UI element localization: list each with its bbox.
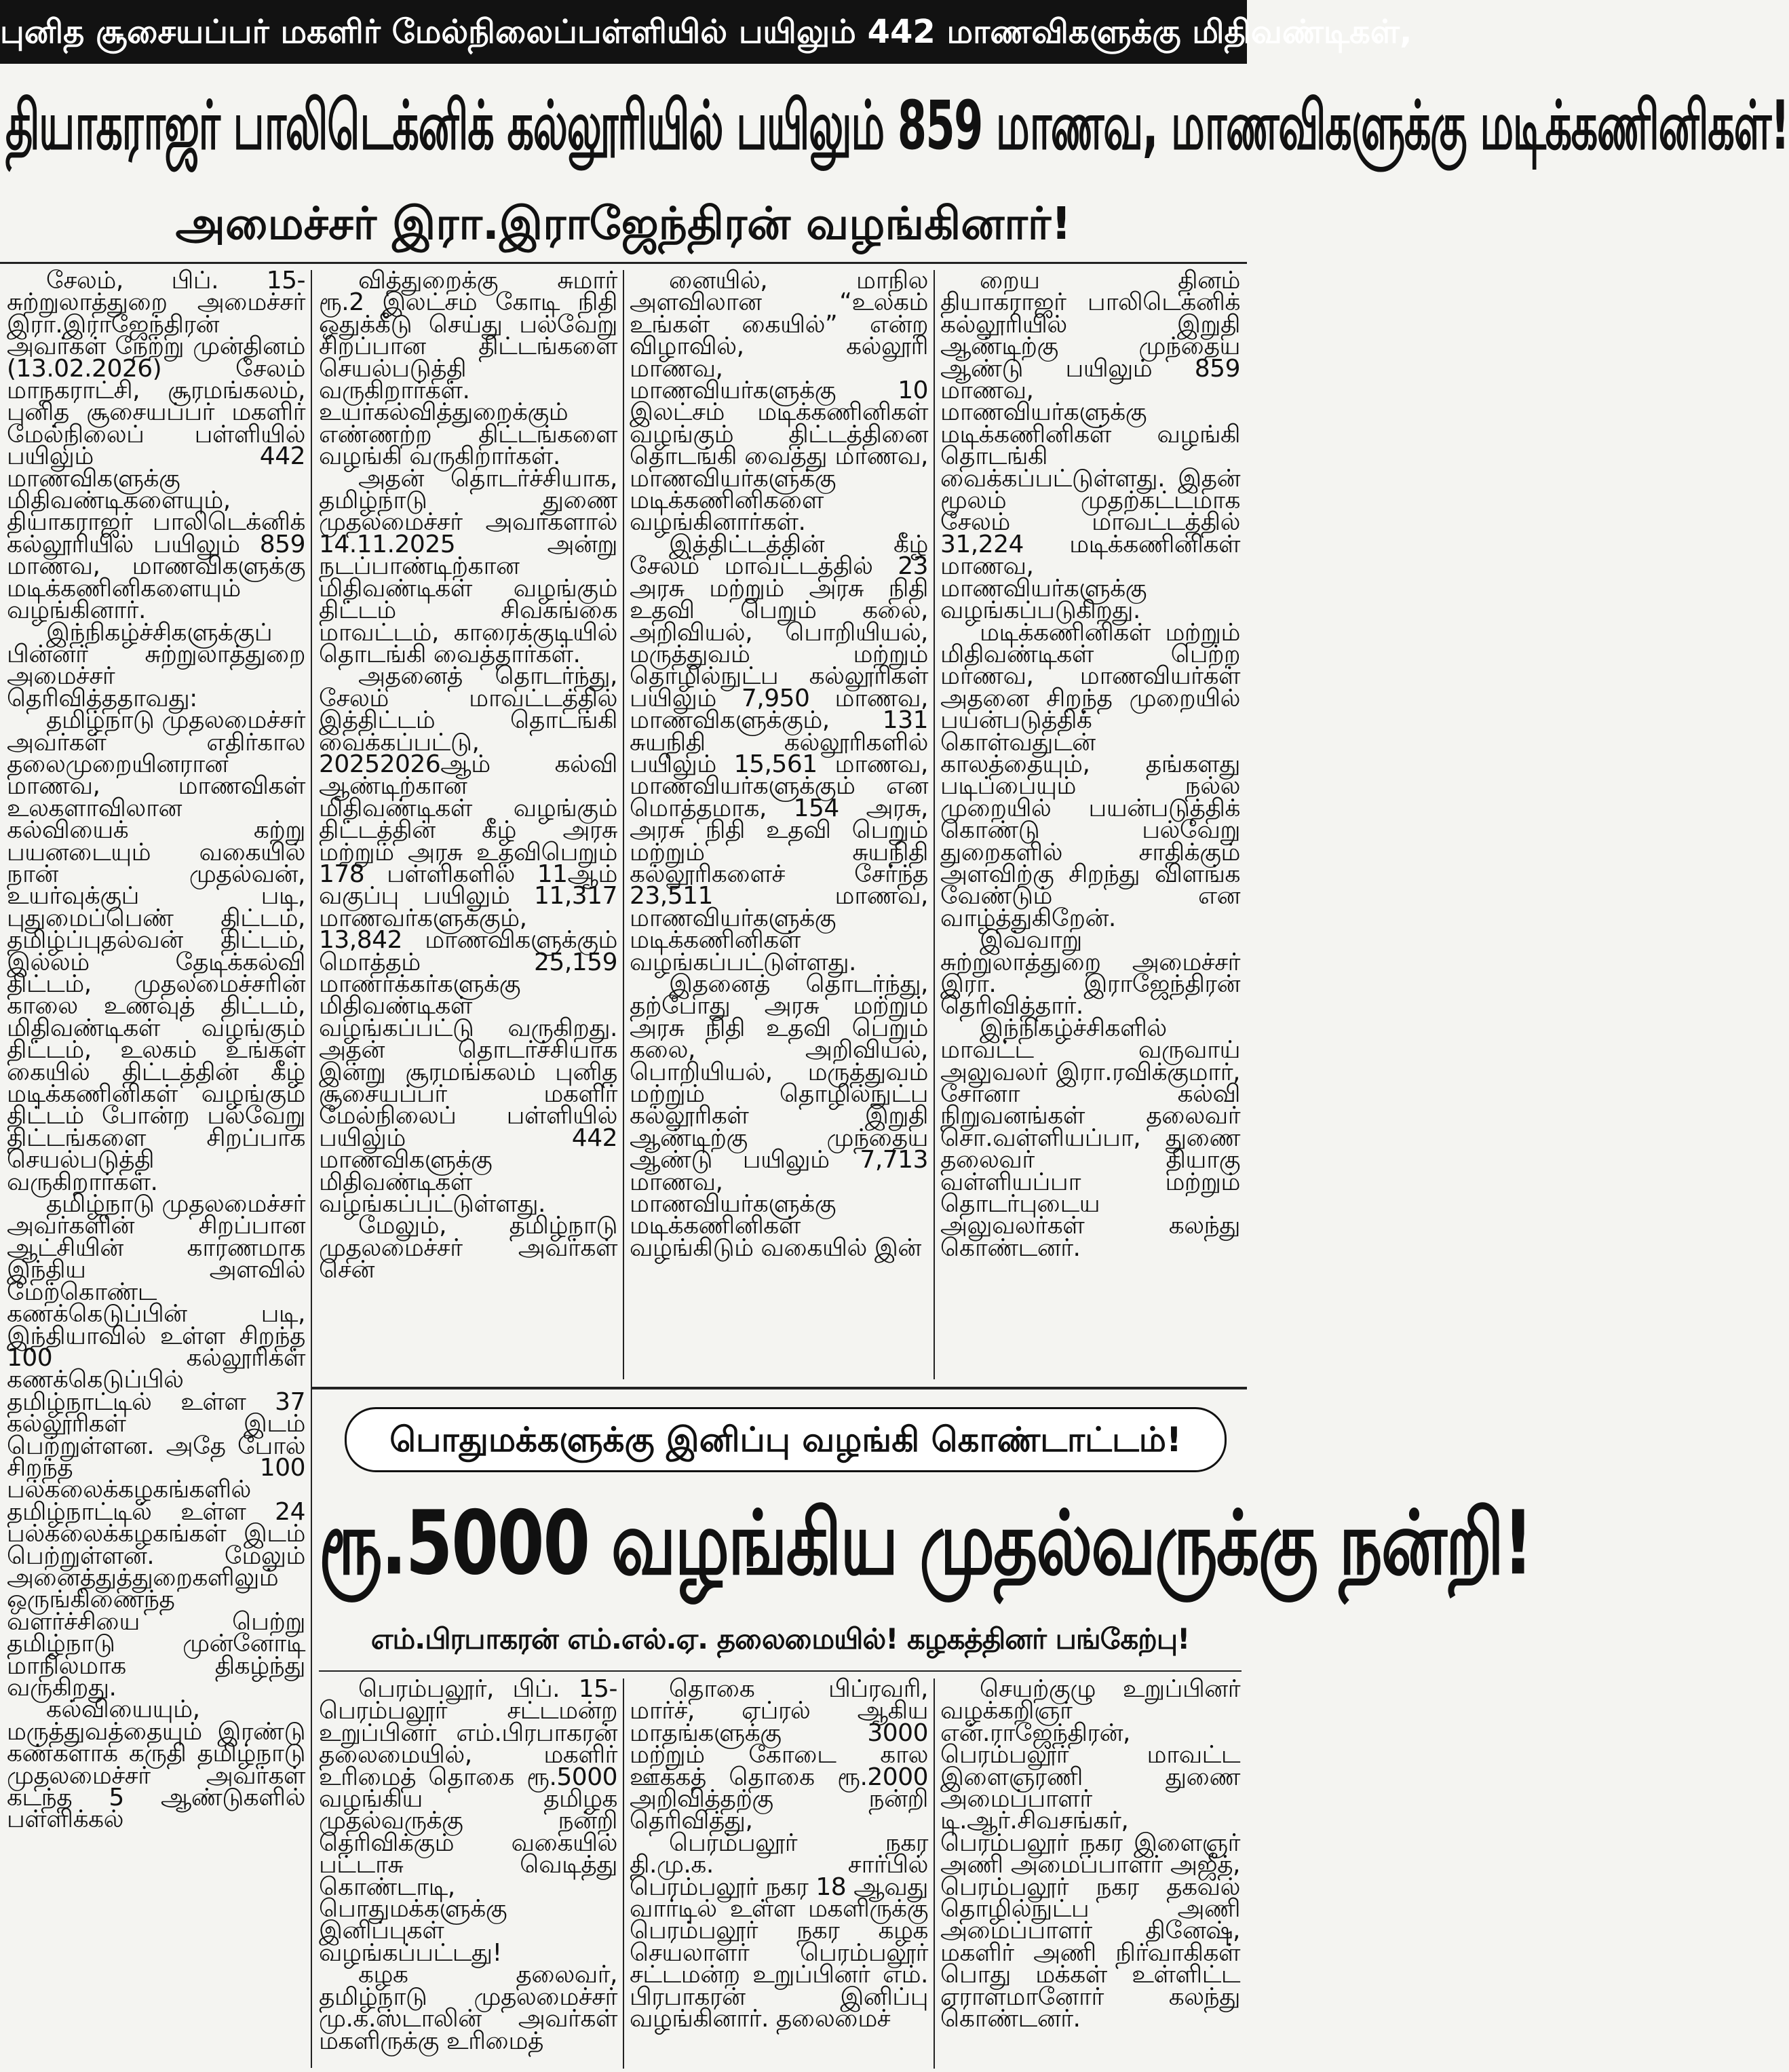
divider [319,1670,1242,1672]
divider [0,262,1247,264]
paragraph: தமிழ்நாடு முதலமைச்சர் அவர்கள் எதிர்கால தலைமுறையினரான மாணவ, மாணவிகள் உலகளாவிலான கல்வியைக் கற்று பயனடையும் வகையில் நான் முதல்வன், உயர்வுக்குப் படி, புதுமைப்பெண் திட்டம், தமிழ்ப்புதல்வன் திட்டம், இல்லம் தேடிக்கல்வி திட்டம், முதலமைச்சரின் காலை உணவுத் திட்டம், மிதிவண்டிகள் வழங்கும் திட்டம், உலகம் உங்கள் கையில் திட்டத்தின் கீழ் மடிக்கணினிகள் வழங்கும் திட்டம் போன்ற பல்வேறு திட்டங்களை சிறப்பாக செயல்படுத்தி வருகிறார்கள். [7,706,305,1196]
headline: தியாகராஜர் பாலிடெக்னிக் கல்லூரியில் பயிலும் 859 மாணவ, மாணவிகளுக்கு மடிக்கணினிகள்! [5,85,1789,165]
paragraph: அதன் தொடர்ச்சியாக, தமிழ்நாடு துணை முதலமைச்சர் அவர்களால் 14.11.2025 அன்று நடப்பாண்டிற்கான மிதிவண்டிகள் வழங்கும் திட்டம் சிவகங்கை மாவட்டம், காரைக்குடியில் தொடங்கி வைத்தார்கள். [319,464,617,668]
paragraph: செயற்குழு உறுப்பினர் வழக்கறிஞர் என்.ராஜேந்திரன், பெரம்பலூர் மாவட்ட இளைஞரணி துணை அமைப்பாளர் டி.ஆர்.சிவசங்கர், பெரம்பலூர் நகர இளைஞர் அணி அமைப்பாளர் அஜீத், பெரம்பலூர் நகர தகவல் தொழில்நுட்ப அணி அமைப்பாளர் தினேஷ், மகளிர் அணி நிர்வாகிகள் பொது மக்கள் உள்ளிட்ட ஏராளமானோர் கலந்து கொண்டனர். [940,1675,1240,2033]
article1-column-3 [630,267,928,1379]
paragraph: தொகை பிப்ரவரி, மார்ச், ஏப்ரல் ஆகிய மாதங்களுக்கு 3000 மற்றும் கோடை கால ஊக்கத் தொகை ரூ.2000 அறிவித்தற்கு நன்றி தெரிவித்து, [630,1675,928,1835]
paragraph: றைய தினம் தியாகராஜர் பாலிடெக்னிக் கல்லூரியில் இறுதி ஆண்டிற்கு முந்தைய ஆண்டு பயிலும் 859 மாணவ, மாணவியர்களுக்கு மடிக்கணினிகள் வழங்கி தொடங்கி வைக்கப்பட்டுள்ளது. இதன் மூலம் முதற்கட்டமாக சேலம் மாவட்டத்தில் 31,224 மடிக்கணினிகள் மாணவ, மாணவியர்களுக்கு வழங்கப்படுகிறது. [940,267,1240,625]
kicker-banner: பொதுமக்களுக்கு இனிப்பு வழங்கி கொண்டாட்டம்! [345,1407,1227,1472]
article1-column-2 [319,267,617,1379]
paragraph: இத்திட்டத்தின் கீழ் சேலம் மாவட்டத்தில் 23 அரசு மற்றும் அரசு நிதி உதவி பெறும் கலை, அறிவியல், பொறியியல், மருத்துவம் மற்றும் தொழில்நுட்ப கல்லூரிகள் பயிலும் 7,950 மாணவ, மாணவிகளுக்கும், 131 சுயநிதி கல்லூரிகளில் பயிலும் 15,561 மாணவ, மாணவியர்களுக்கும் என மொத்தமாக, 154 அரசு, அரசு நிதி உதவி பெறும் மற்றும் சுயநிதி கல்லூரிகளைச் சேர்ந்த 23,511 மாணவ, மாணவியர்களுக்கு மடிக்கணினிகள் வழங்கப்பட்டுள்ளது. [630,530,928,976]
article1-column-1 [7,267,305,2068]
paragraph: கல்வியையும், மருத்துவத்தையும் இரண்டு கண்களாக கருதி தமிழ்நாடு முதலமைச்சர் அவர்கள் கடந்த 5 ஆண்டுகளில் பள்ளிக்கல் [7,1695,305,1834]
article2-subheadline: எம்.பிரபாகரன் எம்.எல்.ஏ. தலைமையில்! கழகத்தினர் பங்கேற்பு! [370,1622,1190,1655]
column-rule [934,1678,935,2069]
column-rule [623,270,624,1379]
paragraph: மடிக்கணினிகள் மற்றும் மிதிவண்டிகள் பெற்ற மாணவ, மாணவியர்கள் அதனை சிறந்த முறையில் பயன்படுத்திக் கொள்வதுடன் காலத்தையும், தங்களது படிப்பையும் நல்ல முறையில் பயன்படுத்திக் கொண்டு பல்வேறு துறைகளில் சாதிக்கும் அளவிற்கு சிறந்து விளங்க வேண்டும் என வாழ்த்துகிறேன். [940,618,1240,932]
paragraph: பெரம்பலூர் நகர தி.மு.க. சார்பில் பெரம்பலூர் நகர 18 ஆவது வார்டில் உள்ள மகளிருக்கு பெரம்பலூர் நகர கழக செயலாளர் பெரம்பலூர் சட்டமன்ற உறுப்பினர் எம். பிரபாகரன் இனிப்பு வழங்கினார். தலைமைச் [630,1828,928,2033]
paragraph: இந்நிகழ்ச்சிகளுக்குப் பின்னர் சுற்றுலாத்துறை அமைச்சர் தெரிவித்ததாவது: [7,618,305,712]
paragraph: தமிழ்நாடு முதலமைச்சர் அவர்களின் சிறப்பான ஆட்சியின் காரணமாக இந்திய அளவில் மேற்கொண்ட கணக்கெடுப்பின் படி, இந்தியாவில் உள்ள சிறந்த 100 கல்லூரிகள் கணக்கெடுப்பில் தமிழ்நாட்டில் உள்ள 37 கல்லூரிகள் இடம் பெற்றுள்ளன. அதே போல் சிறந்த 100 பல்கலைக்கழகங்களில் தமிழ்நாட்டில் உள்ள 24 பல்கலைக்கழகங்கள் இடம் பெற்றுள்ளன. மேலும் அனைத்துத்துறைகளிலும் ஒருங்கிணைந்த வளர்ச்சியை பெற்று தமிழ்நாடு முன்னோடி மாநிலமாக திகழ்ந்து வருகிறது. [7,1190,305,1702]
article2-column-1 [319,1675,617,2069]
subheadline: அமைச்சர் இரா.இராஜேந்திரன் வழங்கினார்! [175,197,1072,250]
paragraph: பெரம்பலூர், பிப். 15- பெரம்பலூர் சட்டமன்ற உறுப்பினர் எம்.பிரபாகரன் தலைமையில், மகளிர் உரிமைத் தொகை ரூ.5000 வழங்கிய தமிழக முதல்வருக்கு நன்றி தெரிவிக்கும் வகையில் பட்டாசு வெடித்து கொண்டாடி, பொதுமக்களுக்கு இனிப்புகள் வழங்கப்பட்டது! [319,1675,617,1967]
article1-column-4 [940,267,1240,1379]
top-banner-text: புனித சூசையப்பர் மகளிர் மேல்நிலைப்பள்ளியில் பயிலும் 442 மாணவிகளுக்கு மிதிவண்டிகள், [0,13,1412,51]
column-rule [623,1678,624,2069]
paragraph: சேலம், பிப். 15- சுற்றுலாத்துறை அமைச்சர் இரா.இராஜேந்திரன் அவர்கள் நேற்று முன்தினம் (13.02.2026) சேலம் மாநகராட்சி, சூரமங்கலம், புனித சூசையப்பர் மகளிர் மேல்நிலைப் பள்ளியில் பயிலும் 442 மாணவிகளுக்கு மிதிவண்டிகளையும், தியாகராஜர் பாலிடெக்னிக் கல்லூரியில் பயிலும் 859 மாணவ, மாணவிகளுக்கு மடிக்கணினிகளையும் வழங்கினார். [7,267,305,625]
paragraph: இந்நிகழ்ச்சிகளில் மாவட்ட வருவாய் அலுவலர் இரா.ரவிக்குமார், சோனா கல்வி நிறுவனங்கள் தலைவர் சொ.வள்ளியப்பா, துணை தலைவர் தியாகு வள்ளியப்பா மற்றும் தொடர்புடைய அலுவலர்கள் கலந்து கொண்டனர். [940,1014,1240,1262]
article2-column-3 [940,1675,1240,2069]
column-rule [934,270,935,1379]
paragraph: கழக தலைவர், தமிழ்நாடு முதலமைச்சர் மு.க.ஸ்டாலின் அவர்கள் மகளிருக்கு உரிமைத் [319,1961,617,2055]
paragraph: அதனைத் தொடர்ந்து, சேலம் மாவட்டத்தில் இத்திட்டம் தொடங்கி வைக்கப்பட்டு, 20252026ஆம் கல்வி ஆண்டிற்கான மிதிவண்டிகள் வழங்கும் திட்டத்தின் கீழ் அரசு மற்றும் அரசு உதவிபெறும் 178 பள்ளிகளில் 11ஆம் வகுப்பு பயிலும் 11,317 மாணவர்களுக்கும், 13,842 மாணவிகளுக்கும் மொத்தம் 25,159 மாணாக்கர்களுக்கு மிதிவண்டிகள் வழங்கப்பட்டு வருகிறது. அதன் தொடர்ச்சியாக இன்று சூரமங்கலம் புனித சூசையப்பர் மகளிர் மேல்நிலைப் பள்ளியில் பயிலும் 442 மாணவிகளுக்கு மிதிவண்டிகள் வழங்கப்பட்டுள்ளது. [319,662,617,1219]
article2-headline: ரூ.5000 வழங்கிய முதல்வருக்கு நன்றி! [319,1491,1533,1595]
paragraph: இதனைத் தொடர்ந்து, தற்போது அரசு மற்றும் அரசு நிதி உதவி பெறும் கலை, அறிவியல், பொறியியல், மருத்துவம் மற்றும் தொழில்நுட்ப கல்லூரிகள் இறுதி ஆண்டிற்கு முந்தைய ஆண்டு பயிலும் 7,713 மாணவ, மாணவியர்களுக்கு மடிக்கணினிகள் வழங்கிடும் வகையில் இன் [630,970,928,1262]
paragraph: னையில், மாநில அளவிலான “உலகம் உங்கள் கையில்” என்ற விழாவில், கல்லூரி மாணவ, மாணவியர்களுக்கு 10 இலட்சம் மடிக்கணினிகள் வழங்கும் திட்டத்தினை தொடங்கி வைத்து மாணவ, மாணவியர்களுக்கு மடிக்கணினிகளை வழங்கினார்கள். [630,267,928,537]
section-rule [311,1387,1247,1389]
paragraph: மேலும், தமிழ்நாடு முதலமைச்சர் அவர்கள் சென் [319,1212,617,1284]
paragraph: இவ்வாறு சுற்றுலாத்துறை அமைச்சர் இரா. இராஜேந்திரன் தெரிவித்தார். [940,926,1240,1020]
column-rule [311,270,312,2068]
article2-column-2 [630,1675,928,2069]
paragraph: வித்துறைக்கு சுமார் ரூ.2 இலட்சம் கோடி நிதி ஒதுக்கீடு செய்து பல்வேறு சிறப்பான திட்டங்களை செயல்படுத்தி வருகிறார்கள். உயர்கல்வித்துறைக்கும் எண்ணற்ற திட்டங்களை வழங்கி வருகிறார்கள். [319,267,617,471]
